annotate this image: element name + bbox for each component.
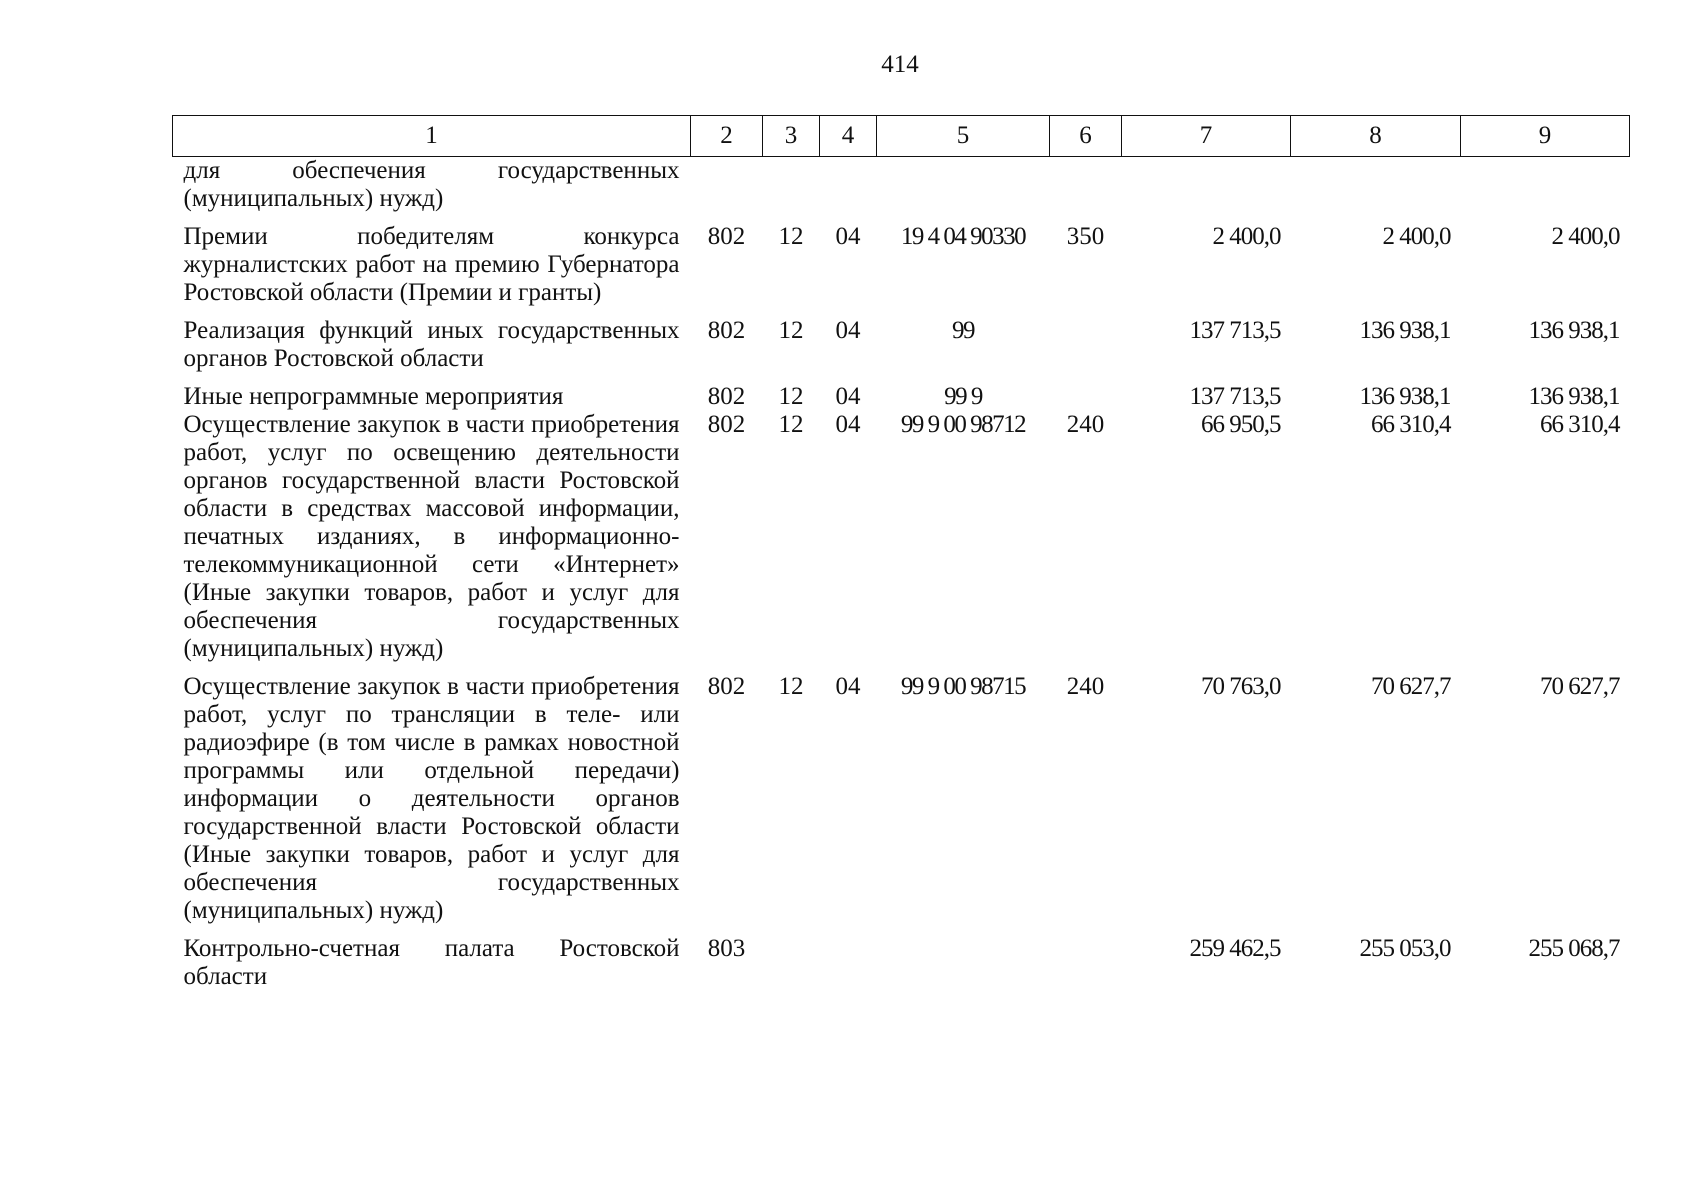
table-body — [173, 157, 1630, 992]
header-cell-7: 7 — [1122, 116, 1291, 157]
cell-section: 12 — [778, 673, 804, 700]
cell-subsection: 04 — [835, 223, 861, 250]
cell-subsection: 04 — [835, 411, 861, 438]
cell-target-article: 19 4 04 90330 — [900, 223, 1026, 250]
cell-subsection: 04 — [835, 383, 861, 410]
cell-target-article: 99 9 00 98712 — [900, 411, 1026, 438]
header-cell-1: 1 — [173, 116, 691, 157]
cell-section: 12 — [778, 317, 804, 344]
cell-amount-col8: 70 627,7 — [1371, 673, 1451, 700]
header-cell-5: 5 — [877, 116, 1050, 157]
row-description: для обеспечения государственных (муниципальных) нужд) — [183, 157, 680, 212]
cell-expense-type — [1050, 157, 1122, 224]
cell-expense-type — [1050, 383, 1122, 411]
cell-expense-type: 240 — [1066, 411, 1105, 438]
cell-expense-type: 350 — [1066, 223, 1105, 250]
row-description: Осуществление закупок в части приобретения работ, услуг по трансляции в теле- или радиоэфире (в том числе в рамках новостной программы или отдельной передачи) информации о деятельности органов государственной власти Ростовской области (Иные закупки товаров, работ и услуг для обеспечения государственных (муниципальных) нужд) — [183, 673, 680, 924]
cell-amount-col9 — [1461, 157, 1630, 224]
cell-amount-col8: 136 938,1 — [1359, 383, 1451, 410]
cell-section: 12 — [778, 383, 804, 410]
cell-amount-col9: 255 068,7 — [1528, 935, 1620, 962]
cell-amount-col7: 66 950,5 — [1201, 411, 1281, 438]
cell-target-article — [877, 157, 1050, 224]
cell-section: 12 — [778, 411, 804, 438]
cell-expense-type — [1050, 935, 1122, 991]
cell-amount-col8: 136 938,1 — [1359, 317, 1451, 344]
table-row — [173, 673, 1630, 935]
cell-amount-col9: 136 938,1 — [1528, 383, 1620, 410]
cell-amount-col7 — [1122, 157, 1291, 224]
cell-target-article: 99 9 00 98715 — [900, 673, 1026, 700]
row-description: Контрольно-счетная палата Ростовской области — [183, 935, 680, 990]
header-cell-8: 8 — [1291, 116, 1461, 157]
cell-ministry-code: 803 — [707, 935, 746, 962]
table-row — [173, 223, 1630, 317]
cell-ministry-code — [691, 157, 763, 224]
table-row — [173, 411, 1630, 673]
table-row — [173, 935, 1630, 991]
header-cell-2: 2 — [691, 116, 763, 157]
cell-expense-type: 240 — [1066, 673, 1105, 700]
table-row — [173, 383, 1630, 411]
cell-amount-col7: 137 713,5 — [1189, 317, 1281, 344]
budget-table — [172, 115, 1630, 991]
cell-amount-col7: 2 400,0 — [1212, 223, 1281, 250]
cell-section — [763, 157, 820, 224]
cell-amount-col7: 259 462,5 — [1189, 935, 1281, 962]
cell-ministry-code: 802 — [707, 673, 746, 700]
header-row — [173, 116, 1630, 157]
cell-amount-col7: 70 763,0 — [1201, 673, 1281, 700]
cell-amount-col9: 2 400,0 — [1551, 223, 1620, 250]
row-description: Премии победителям конкурса журналистских работ на премию Губернатора Ростовской области (Премии и гранты) — [183, 223, 680, 306]
cell-amount-col9: 70 627,7 — [1540, 673, 1620, 700]
row-description: Осуществление закупок в части приобретения работ, услуг по освещению деятельности органов государственной власти Ростовской области в средствах массовой информации, печатных изданиях, в информационно-телекоммуникационной сети «Интернет» (Иные закупки товаров, работ и услуг для обеспечения государственных (муниципальных) нужд) — [183, 411, 680, 662]
cell-expense-type — [1050, 317, 1122, 383]
cell-section — [763, 935, 820, 991]
cell-ministry-code: 802 — [707, 383, 746, 410]
cell-amount-col8: 2 400,0 — [1382, 223, 1451, 250]
cell-target-article: 99 — [952, 317, 974, 344]
cell-section: 12 — [778, 223, 804, 250]
cell-target-article — [877, 935, 1050, 991]
cell-ministry-code: 802 — [707, 317, 746, 344]
cell-subsection: 04 — [835, 317, 861, 344]
cell-amount-col7: 137 713,5 — [1189, 383, 1281, 410]
header-cell-9: 9 — [1461, 116, 1630, 157]
header-cell-4: 4 — [820, 116, 877, 157]
table-row — [173, 317, 1630, 383]
header-cell-3: 3 — [763, 116, 820, 157]
cell-amount-col8 — [1291, 157, 1461, 224]
cell-target-article: 99 9 — [944, 383, 982, 410]
cell-amount-col8: 255 053,0 — [1359, 935, 1451, 962]
cell-subsection: 04 — [835, 673, 861, 700]
table-row — [173, 157, 1630, 224]
cell-amount-col9: 136 938,1 — [1528, 317, 1620, 344]
cell-ministry-code: 802 — [707, 411, 746, 438]
row-description: Реализация функций иных государственных органов Ростовской области — [183, 317, 680, 372]
cell-amount-col8: 66 310,4 — [1371, 411, 1451, 438]
header-cell-6: 6 — [1050, 116, 1122, 157]
row-description: Иные непрограммные мероприятия — [183, 383, 564, 410]
page-number: 414 — [881, 51, 919, 78]
cell-subsection — [820, 157, 877, 224]
table-header — [173, 116, 1630, 157]
cell-ministry-code: 802 — [707, 223, 746, 250]
cell-amount-col9: 66 310,4 — [1540, 411, 1620, 438]
cell-subsection — [820, 935, 877, 991]
